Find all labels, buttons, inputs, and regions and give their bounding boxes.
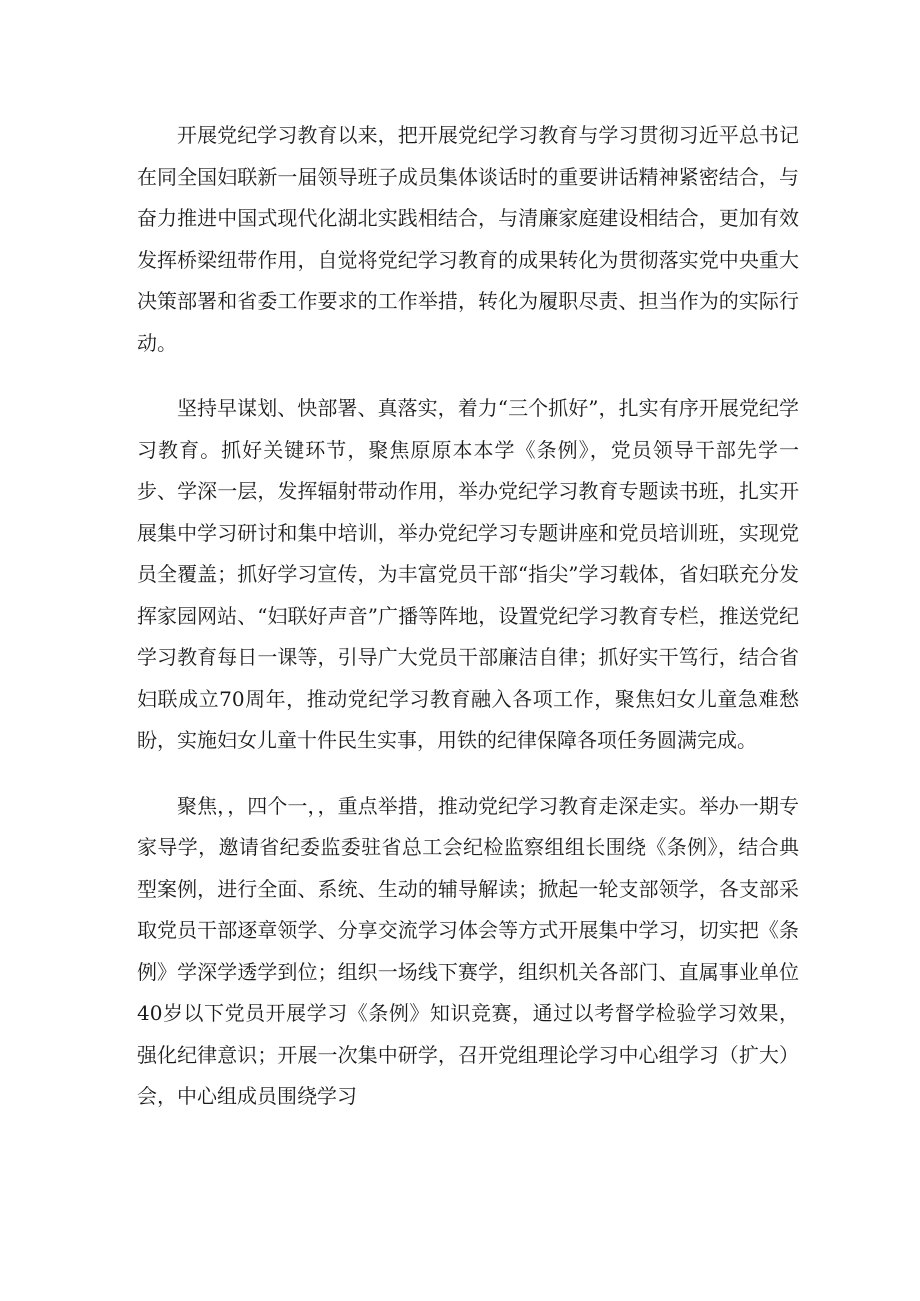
paragraph-2: 坚持早谋划、快部署、真落实，着力“三个抓好”，扎实有序开展党纪学习教育。抓好关键环节，聚焦原原本本学《条例》，党员领导干部先学一步、学深一层，发挥辐射带动作用，举办党纪学习教育专题读书班，扎实开展集中学习研讨和集中培训，举办党纪学习专题讲座和党员培训班，实现党员全覆盖；抓好学习宣传，为丰富党员干部“指尖”学习载体，省妇联充分发挥家园网站、“妇联好声音”广播等阵地，设置党纪学习教育专栏，推送党纪学习教育每日一课等，引导广大党员干部廉洁自律；抓好实干笃行，结合省妇联成立70周年，推动党纪学习教育融入各项工作，聚焦妇女儿童急难愁盼，实施妇女儿童十件民生实事，用铁的纪律保障各项任务圆满完成。 [137,396,799,752]
paragraph-3: 聚焦，，四个一，，重点举措，推动党纪学习教育走深走实。举办一期专家导学，邀请省纪委监委驻省总工会纪检监察组组长围绕《条例》，结合典型案例，进行全面、系统、生动的辅导解读；掀起一轮支部领学，各支部采取党员干部逐章领学、分享交流学习体会等方式开展集中学习，切实把《条例》学深学透学到位；组织一场线下赛学，组织机关各部门、直属事业单位40岁以下党员开展学习《条例》知识竞赛，通过以考督学检验学习效果，强化纪律意识；开展一次集中研学，召开党组理论学习中心组学习（扩大）会，中心组成员围绕学习 [137,793,799,1108]
paragraph-1: 开展党纪学习教育以来，把开展党纪学习教育与学习贯彻习近平总书记在同全国妇联新一届领导班子成员集体谈话时的重要讲话精神紧密结合，与奋力推进中国式现代化湖北实践相结合，与清廉家庭建设相结合，更加有效发挥桥梁纽带作用，自觉将党纪学习教育的成果转化为贯彻落实党中央重大决策部署和省委工作要求的工作举措，转化为履职尽责、担当作为的实际行动。 [137,123,799,355]
document-body [137,115,799,1118]
